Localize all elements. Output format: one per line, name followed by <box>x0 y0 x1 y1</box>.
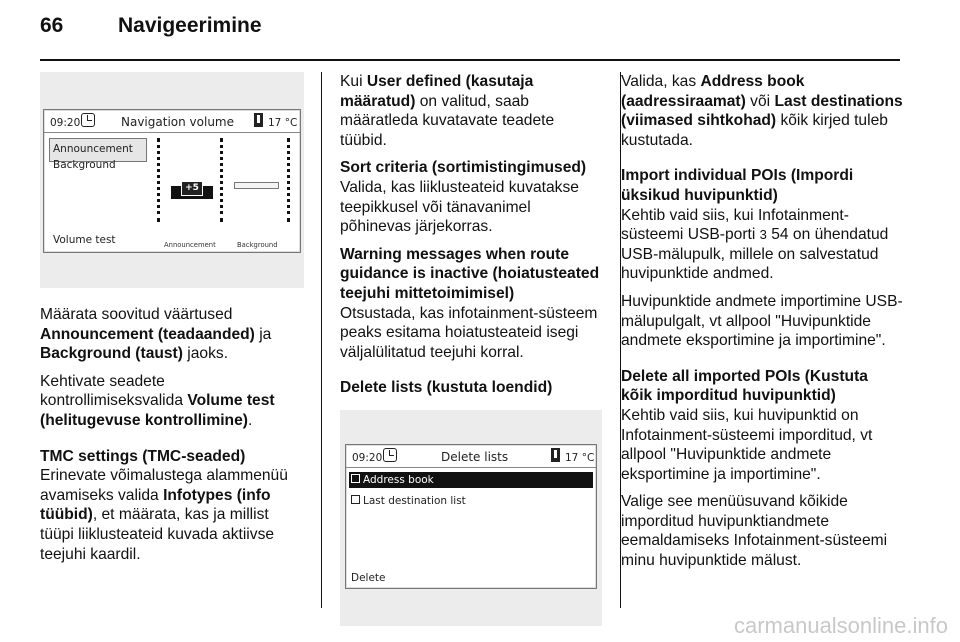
navigation-volume-screen <box>43 109 301 253</box>
paragraph: Otsustada, kas infotainment-süsteem peaks esitama hoiatusteateid isegi väljalülitatud teejuhi korral. <box>340 304 598 361</box>
menu-item-background[interactable]: Background <box>53 159 116 171</box>
announcement-volume-value: +5 <box>181 181 203 196</box>
sort-criteria-heading: Sort criteria (sortimistingimused) <box>340 159 587 177</box>
warning-messages-heading: Warning messages when route guidance is inactive (hoiatusteated teejuhi mittetoimimisel) <box>340 245 600 302</box>
tmc-settings-heading: TMC settings (TMC-seaded) <box>40 447 246 465</box>
navigation-volume-figure <box>40 72 304 288</box>
paragraph: Valida, kas Address book (aadressiraamat) või Last destinations (viimased sihtkohad) kõik kirjed tuleb kustutada. <box>621 73 903 149</box>
page-reference-icon: 3 <box>759 227 767 243</box>
dotted-divider <box>157 138 163 222</box>
paragraph: Kehtib vaid siis, kui huvipunktid on Infotainment-süsteemi imporditud, vt allpool "Huvipunktide andmete eksportimine ja importimine". <box>621 406 873 483</box>
temperature: 17 °C <box>268 117 298 129</box>
address-book-item[interactable]: Address book <box>349 472 593 488</box>
checkbox-icon[interactable] <box>351 474 360 483</box>
page-number: 66 <box>40 14 64 37</box>
paragraph: Erinevate võimalustega alammenüü avamiseks valida Infotypes (info tüübid), et määrata, kas ja millist tüüpi liiklusteateid kuvada aktiivse teejuhi kaardil. <box>40 467 288 563</box>
paragraph: Valida, kas liiklusteateid kuvatakse teepikkusel või tänavanimel põhinevas järjekorras. <box>340 178 579 236</box>
paragraph: Valige see menüüsuvand kõikide imporditud huvipunktiandmete eemaldamiseks Infotainment-süsteemi minu huvipunktide mälust. <box>621 493 888 570</box>
delete-button[interactable]: Delete <box>351 571 386 584</box>
page-title: Navigeerimine <box>118 14 262 37</box>
column-middle <box>340 72 605 626</box>
delete-imported-pois-heading: Delete all imported POIs (Kustuta kõik imporditud huvipunktid) <box>621 367 868 405</box>
announcement-label: Announcement <box>164 241 216 249</box>
paragraph: Kehtivate seadete kontrollimiseksvalida Volume test (helitugevuse kontrollimine). <box>40 372 275 429</box>
clock-time: 09:20 <box>352 451 383 464</box>
column-right <box>621 72 903 579</box>
background-label: Background <box>237 241 278 249</box>
temperature: 17 °C <box>565 451 595 464</box>
status-bar <box>44 110 300 133</box>
screen-title: Delete lists <box>441 449 509 464</box>
watermark: carmanualsonline.info <box>733 613 948 638</box>
paragraph: Määrata soovitud väärtused Announcement (teadaanded) ja Background (taust) jaoks. <box>40 306 272 363</box>
background-volume-bar[interactable] <box>234 182 279 189</box>
delete-lists-heading: Delete lists (kustuta loendid) <box>340 379 553 397</box>
menu-item-volume-test[interactable]: Volume test <box>53 234 116 246</box>
menu-item-announcement[interactable]: Announcement <box>49 138 147 162</box>
import-pois-heading: Import individual POIs (Impordi üksikud huvipunktid) <box>621 167 854 204</box>
paragraph: Huvipunktide andmete importimine USB-mälupulgalt, vt allpool "Huvipunktide andmete eksportimine ja importimine". <box>621 292 903 350</box>
dotted-divider <box>220 138 226 222</box>
temperature-icon <box>551 448 560 462</box>
last-destination-list-item[interactable]: Last destination list <box>351 492 466 512</box>
delete-lists-screen <box>345 444 597 589</box>
clock-icon <box>81 113 95 127</box>
dotted-divider <box>287 138 293 222</box>
status-bar <box>346 445 596 468</box>
checkbox-icon[interactable] <box>351 495 360 504</box>
clock-time: 09:20 <box>50 117 81 129</box>
screen-title: Navigation volume <box>121 115 234 129</box>
temperature-icon <box>254 113 263 127</box>
column-left <box>40 72 306 572</box>
header-rule <box>40 59 900 61</box>
paragraph: Kehtib vaid siis, kui Infotainment-süsteemi USB-porti 3 54 on ühendatud USB-mälupulk, millele on salvestatud huvipunktide andmed. <box>621 206 889 283</box>
delete-lists-figure <box>340 410 602 626</box>
clock-icon <box>383 448 397 462</box>
column-divider-1 <box>321 72 322 608</box>
paragraph: Kui User defined (kasutaja määratud) on valitud, saab määratleda kuvatavate teadete tüübid. <box>340 73 555 149</box>
